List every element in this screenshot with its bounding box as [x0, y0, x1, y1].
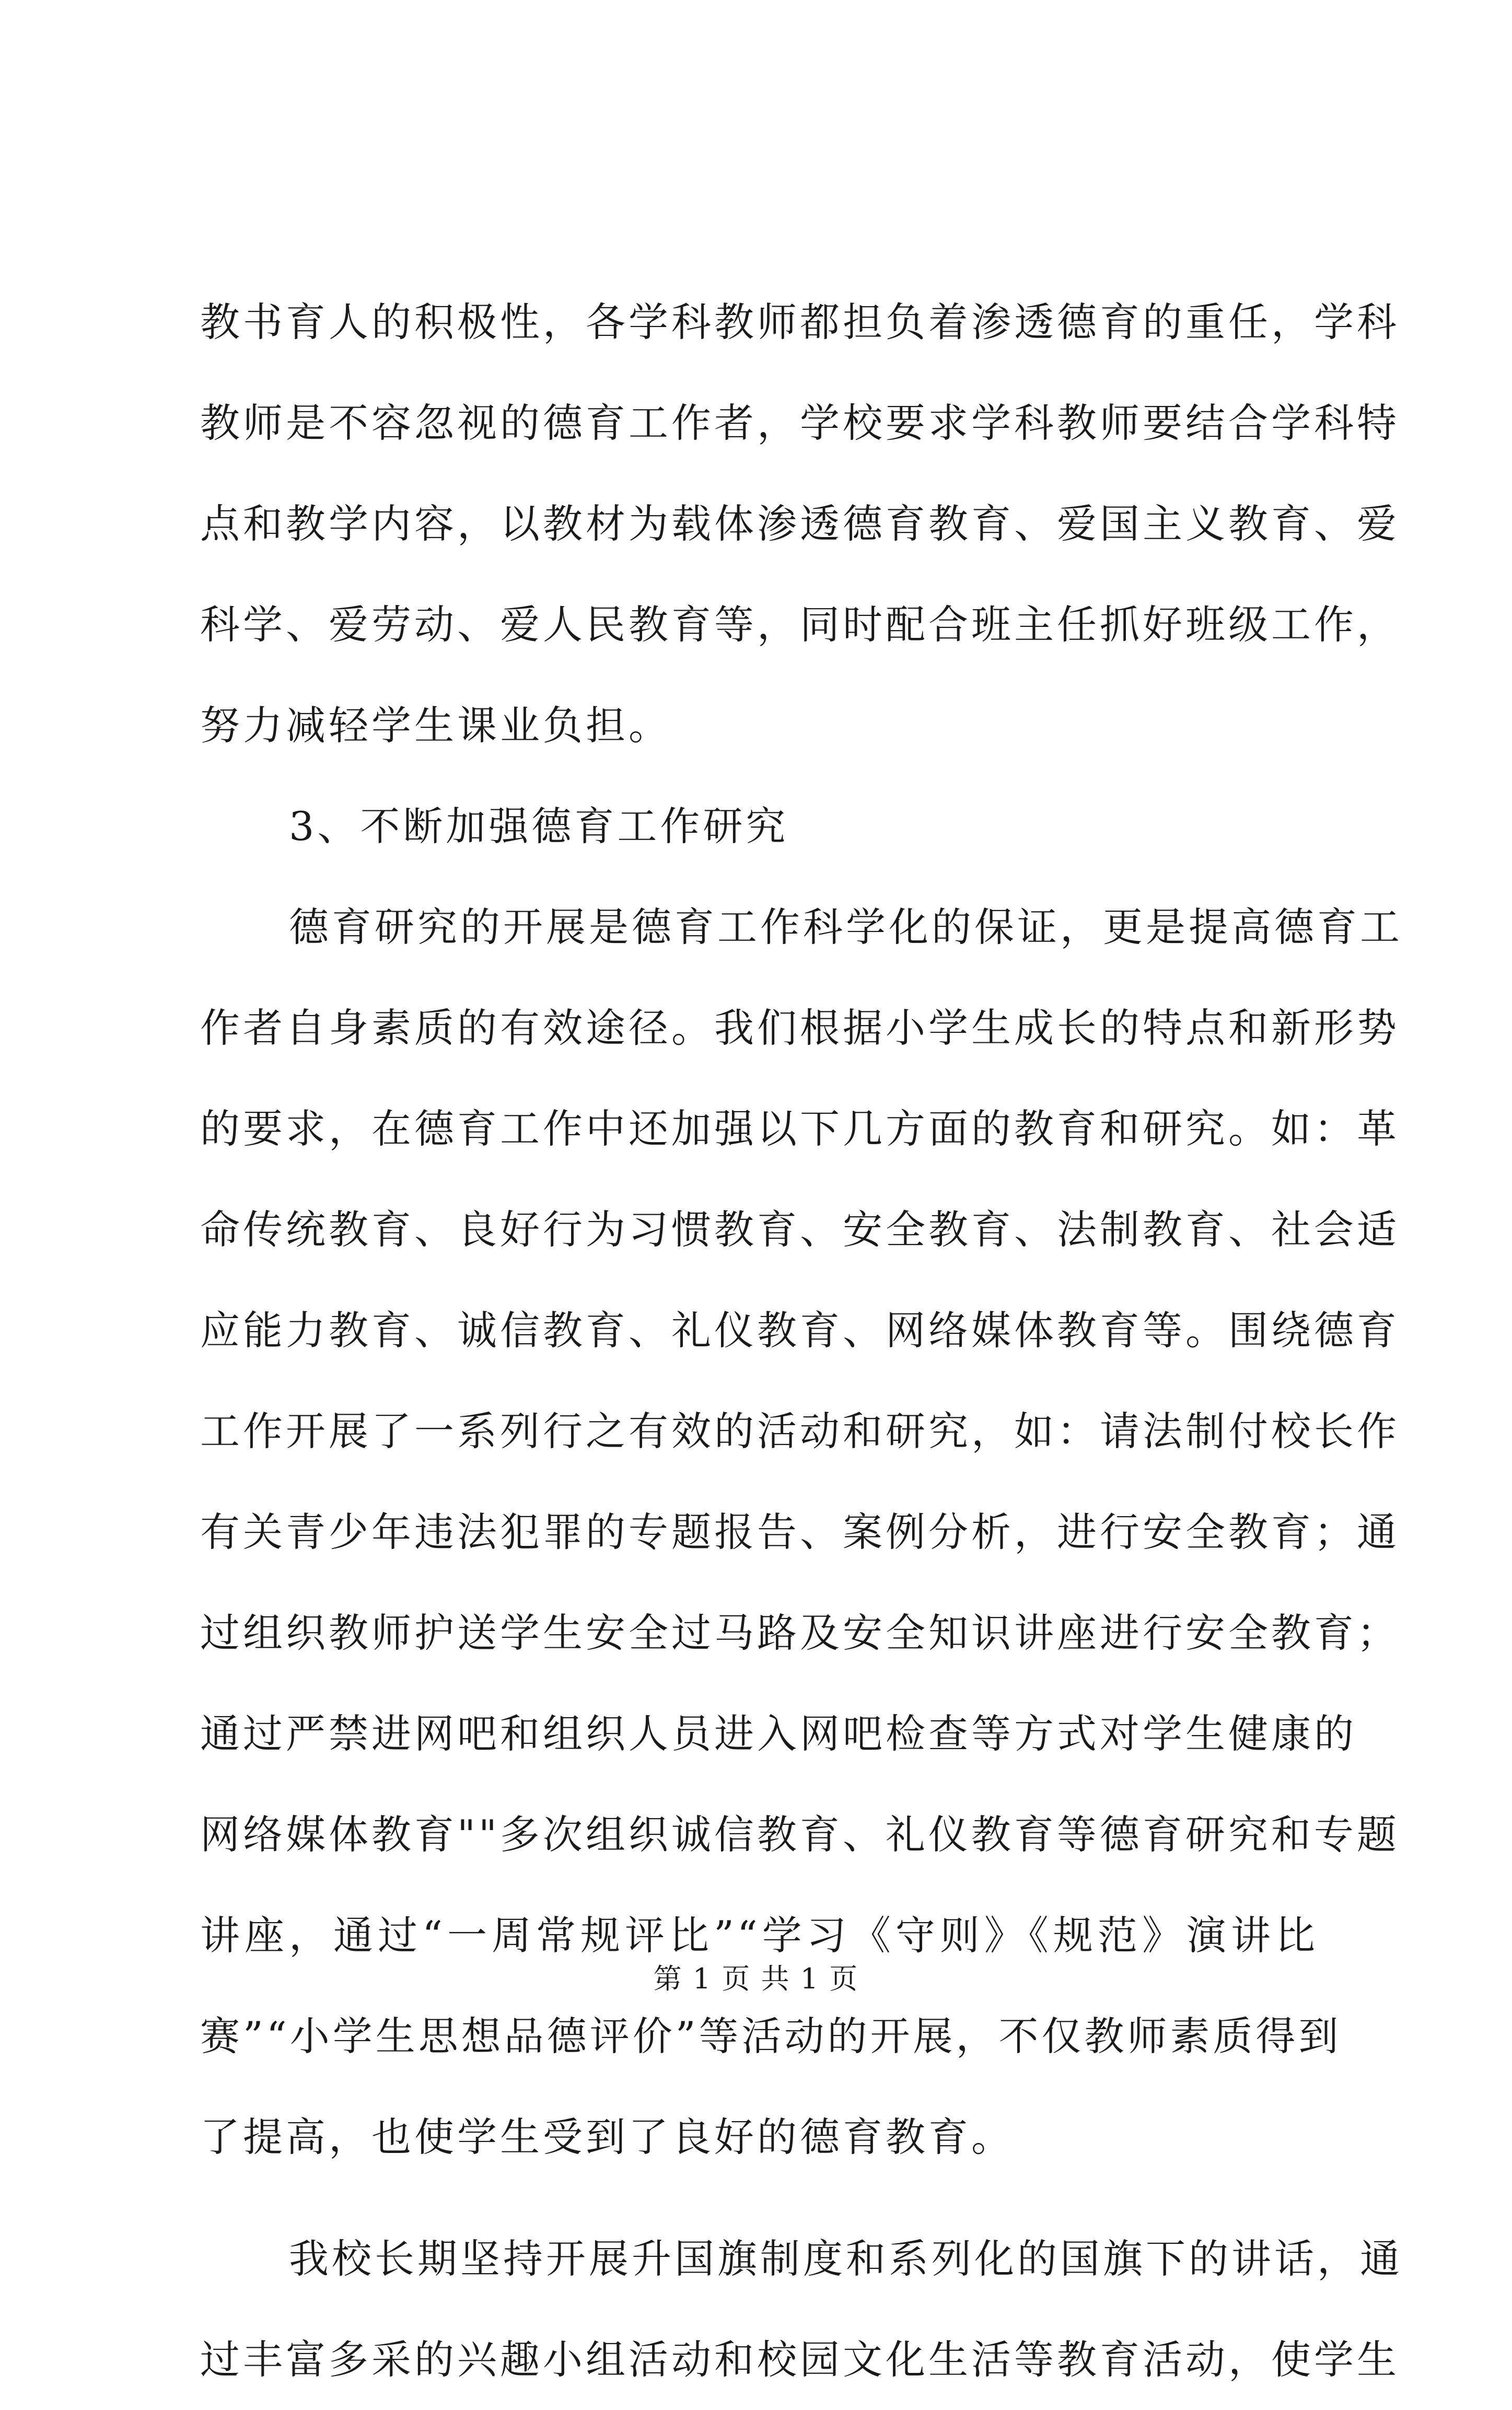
paragraph-line: 过组织教师护送学生安全过马路及安全知识讲座进行安全教育； [200, 1610, 1400, 1656]
paragraph-line: 讲座，通过“一周常规评比”“学习《守则》《规范》演讲比 [200, 1912, 1318, 1959]
paragraph-line: 过丰富多采的兴趣小组活动和校园文化生活等教育活动，使学生 [200, 2336, 1400, 2383]
document-body [200, 272, 1403, 2410]
paragraph-line: 网络媒体教育""多次组织诚信教育、礼仪教育等德育研究和专题 [200, 1811, 1400, 1858]
paragraph-line: 命传统教育、良好行为习惯教育、安全教育、法制教育、社会适 [200, 1206, 1400, 1253]
paragraph-line: 教师是不容忽视的德育工作者，学校要求学科教师要结合学科特 [200, 400, 1400, 446]
paragraph-line: 我校长期坚持开展升国旗制度和系列化的国旗下的讲话，通 [289, 2236, 1403, 2282]
paragraph-line: 教书育人的积极性，各学科教师都担负着渗透德育的重任，学科 [200, 299, 1400, 345]
paragraph-line: 赛”“小学生思想品德评价”等活动的开展，不仅教师素质得到 [200, 2013, 1342, 2059]
paragraph-line: 努力减轻学生课业负担。 [200, 702, 671, 749]
paragraph-line: 应能力教育、诚信教育、礼仪教育、网络媒体教育等。围绕德育 [200, 1307, 1400, 1354]
page-number-footer: 第 1 页 共 1 页 [653, 1962, 859, 1995]
paragraph-line: 科学、爱劳动、爱人民教育等，同时配合班主任抓好班级工作， [200, 601, 1400, 648]
section-heading: 3、不断加强德育工作研究 [289, 803, 789, 849]
paragraph-line: 的要求，在德育工作中还加强以下几方面的教育和研究。如：革 [200, 1105, 1400, 1152]
paragraph-line: 德育研究的开展是德育工作科学化的保证，更是提高德育工 [289, 904, 1403, 950]
paragraph-line: 了提高，也使学生受到了良好的德育教育。 [200, 2114, 1014, 2160]
paragraph-line: 通过严禁进网吧和组织人员进入网吧检查等方式对学生健康的 [200, 1710, 1357, 1757]
paragraph-line: 作者自身素质的有效途径。我们根据小学生成长的特点和新形势 [200, 1005, 1400, 1051]
paragraph-line: 工作开展了一系列行之有效的活动和研究，如：请法制付校长作 [200, 1408, 1400, 1454]
paragraph-line: 点和教学内容，以教材为载体渗透德育教育、爱国主义教育、爱 [200, 500, 1400, 547]
paragraph-line: 有关青少年违法犯罪的专题报告、案例分析，进行安全教育；通 [200, 1509, 1400, 1555]
